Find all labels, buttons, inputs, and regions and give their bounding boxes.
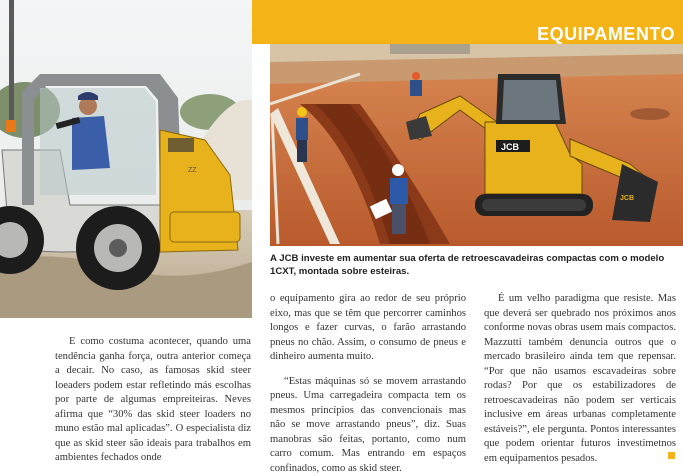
section-title: EQUIPAMENTO	[537, 24, 675, 44]
paragraph: É um velho paradigma que resiste. Mas que deverá ser quebrado nos próximos anos conforme novas obras usem mais compactos. Mazzutti também denuncia outros que o mercado brasileiro ainda tem que repensar. “Por que não usamos escavadeiras sobre rodas? Por que os estabilizadores de retroescavadeiras não podem ser verticais inclusive em áreas urbanas completamente estáveis?”, ele pergunta. Pontos interessantes que podem orientar futuros investimetnos em equipamentos pesados.	[484, 292, 676, 466]
loader-illustration	[0, 0, 252, 318]
paragraph: o equipamento gira ao redor de seu próprio eixo, mas que se têm que percorrer caminhos longos e fazer curvas, o farão arrastando pneus no chão. Assim, o consumo de pneus e dinheiro aumenta muito.	[270, 292, 466, 365]
backhoe-illustration	[270, 44, 683, 246]
loader-brand-mark: ZZ	[188, 167, 197, 174]
end-of-article-mark	[668, 452, 675, 459]
article-column-1	[55, 335, 251, 466]
article-column-3	[484, 292, 676, 466]
paragraph: “Estas máquinas só se movem arrastando pneus. Uma carregadeira compacta tem os mesmos princípios das convencionais mas não se move arrastando pneus”, diz. Suas manobras são feitas, portanto, como num carro comum. Mas entrando em espaços confinados, como as skid steer.	[270, 375, 466, 476]
loader-photo	[0, 0, 252, 318]
bucket-logo: JCB	[620, 195, 634, 202]
paragraph: E como costuma acontecer, quando uma tendência ganha força, outra anterior começa a decair. No caso, as famosas skid steer loeaders podem estar refletindo más escolhas por parte de algumas empreiteiras. Neves afirma que “30% das skid steer loaders no muno estão mal aplicadas”. O especialista diz que as skid steer são ideais para trabalhos em ambientes fechados onde	[55, 335, 251, 466]
photo-caption: A JCB investe em aumentar sua oferta de retroescavadeiras compactas com o modelo 1CXT, montada sobre esteiras.	[270, 252, 680, 278]
section-header-band	[252, 0, 683, 44]
machine-logo: JCB	[501, 142, 520, 152]
article-column-2	[270, 292, 466, 476]
backhoe-photo	[270, 44, 683, 246]
